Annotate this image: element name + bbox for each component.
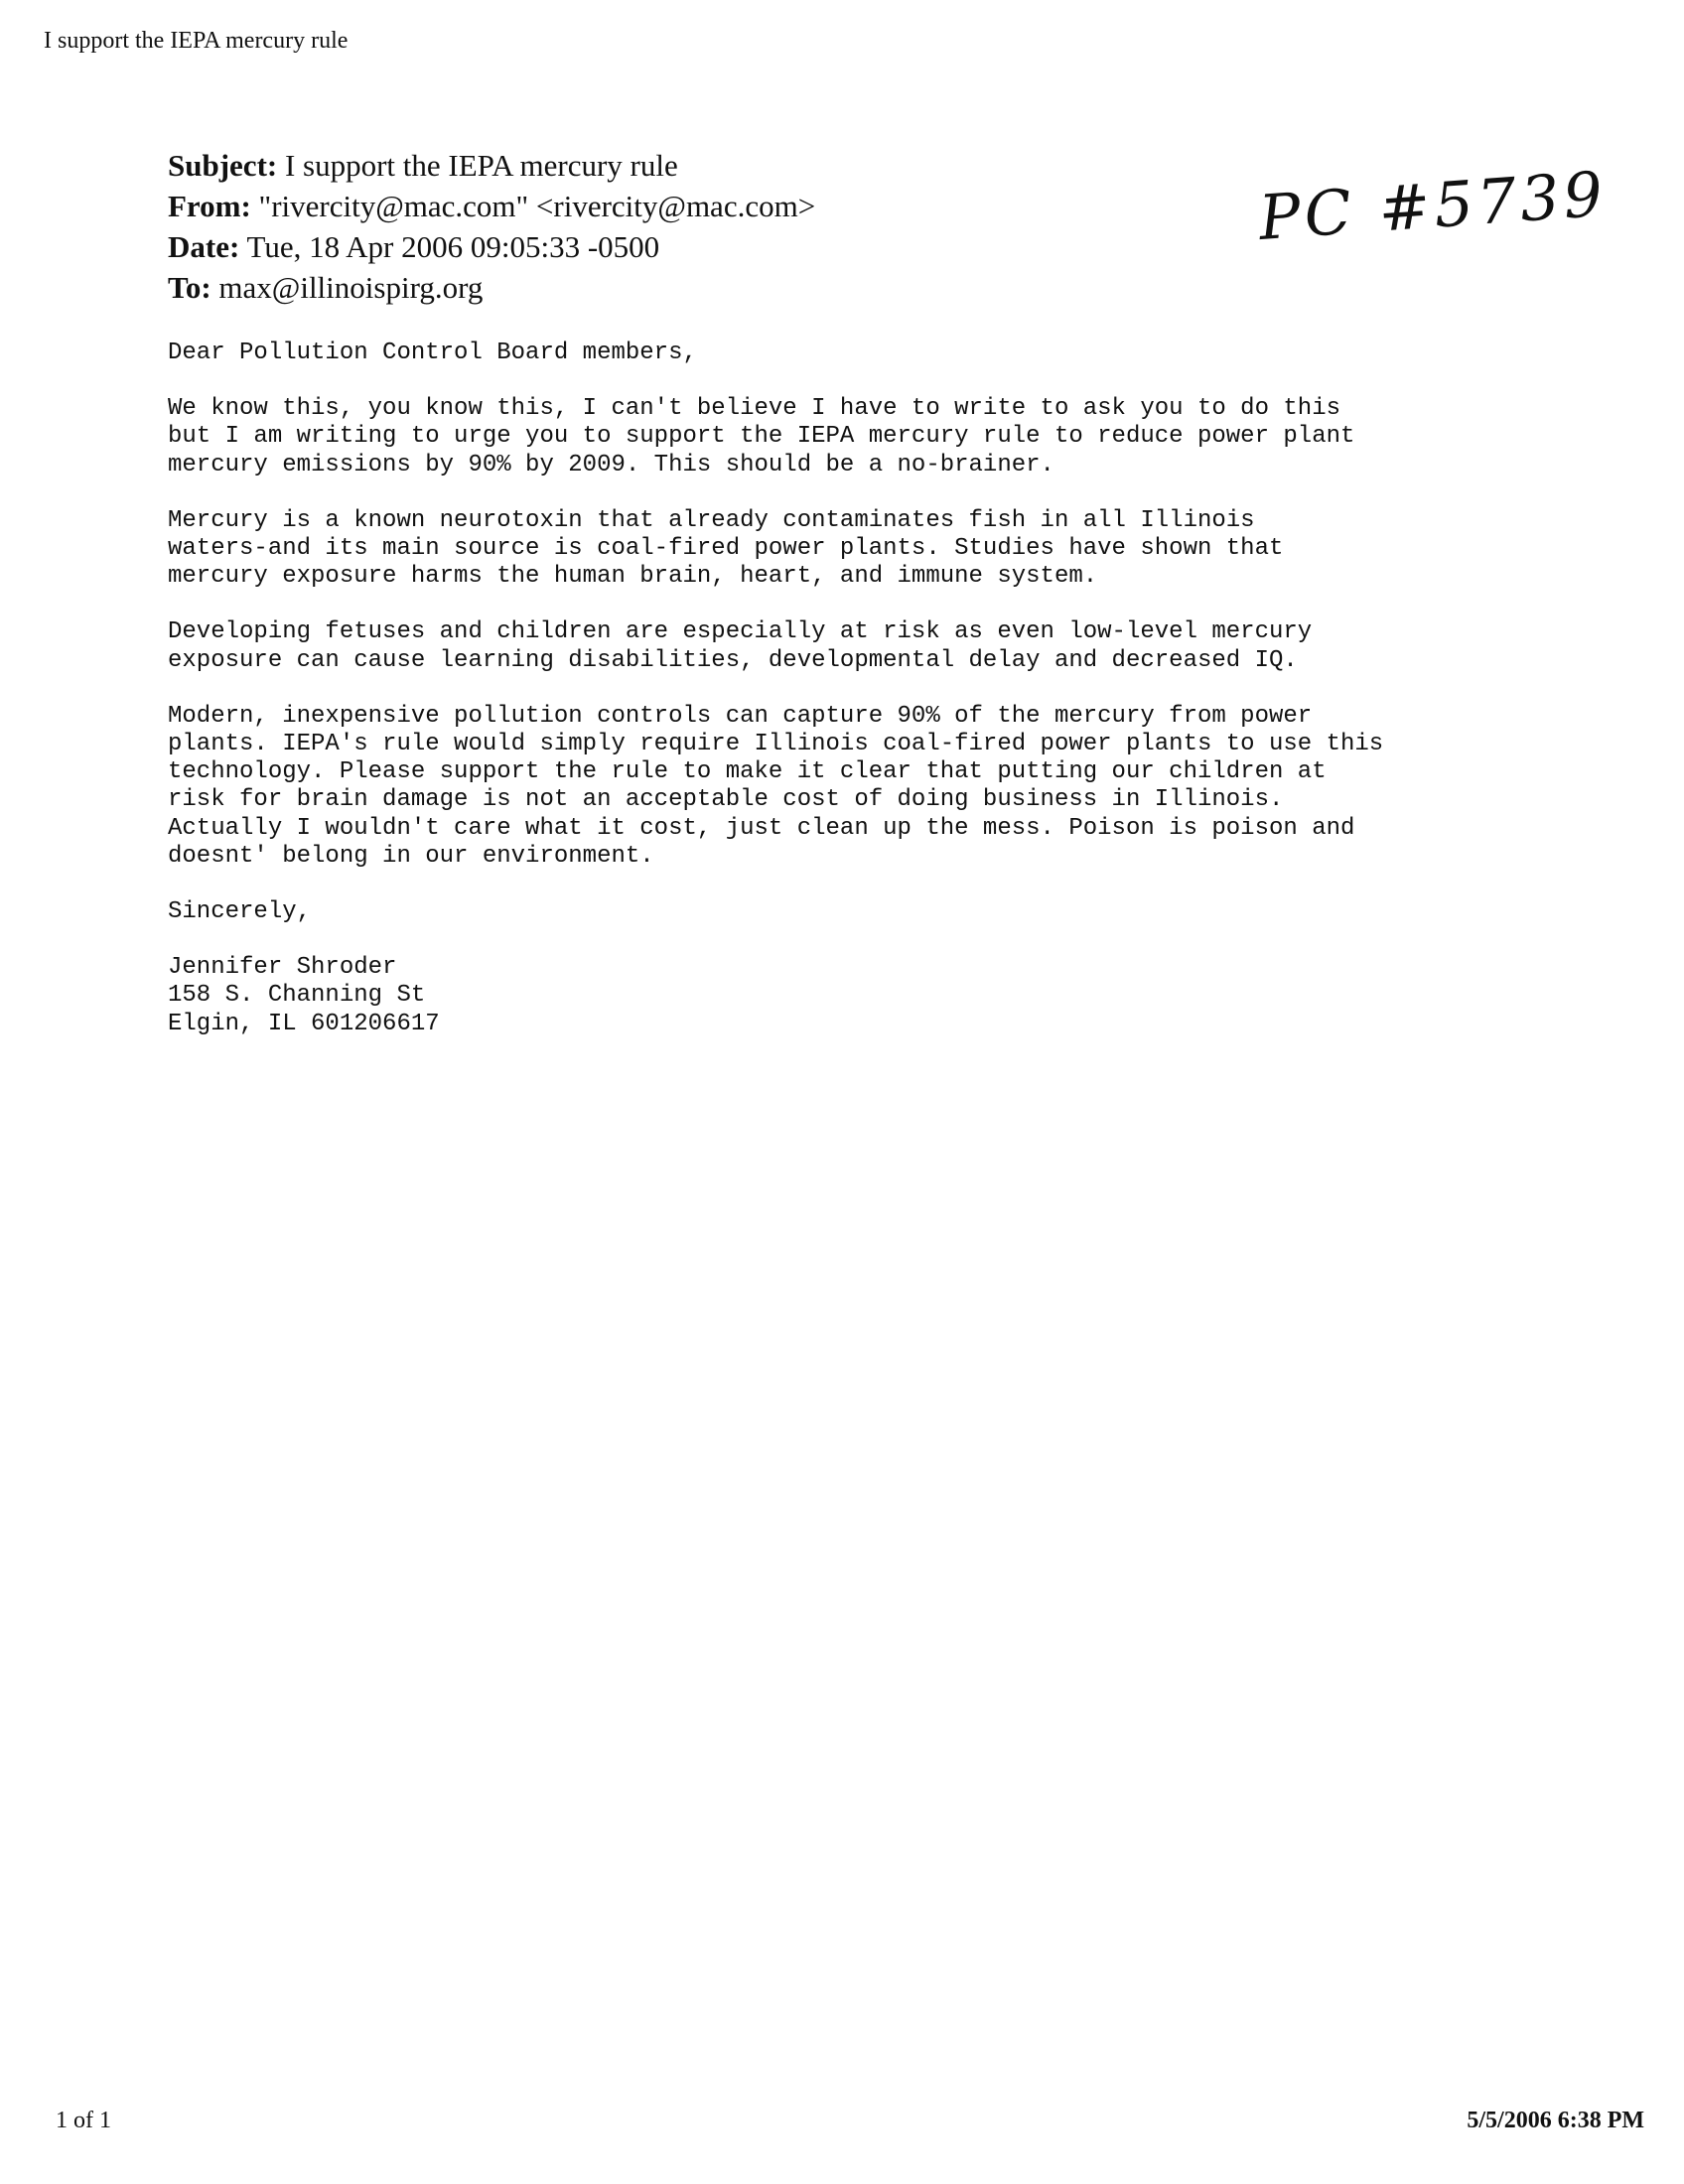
body-line: We know this, you know this, I can't believe I have to write to ask you to do this: [168, 395, 1340, 423]
body-line: Mercury is a known neurotoxin that already contaminates fish in all Illinois: [168, 506, 1255, 534]
body-paragraph: [168, 703, 1578, 871]
body-line: mercury emissions by 90% by 2009. This should be a no-brainer.: [168, 451, 1054, 478]
date-value: Tue, 18 Apr 2006 09:05:33 -0500: [246, 229, 660, 264]
body-line: but I am writing to urge you to support the IEPA mercury rule to reduce power plant: [168, 423, 1355, 451]
signature-city: Elgin, IL 601206617: [168, 1010, 440, 1037]
signature-street: 158 S. Channing St: [168, 982, 426, 1010]
subject-value: I support the IEPA mercury rule: [284, 148, 678, 183]
from-row: [168, 186, 815, 226]
body-line: Actually I wouldn't care what it cost, just clean up the mess. Poison is poison and: [168, 814, 1355, 842]
body-line: exposure can cause learning disabilities, developmental delay and decreased IQ.: [168, 646, 1298, 674]
body-paragraph: [168, 618, 1578, 674]
to-label: To:: [168, 270, 211, 305]
handwritten-document-number: PC #5739: [1256, 157, 1610, 254]
body-line: doesnt' belong in our environment.: [168, 842, 654, 870]
body-line: plants. IEPA's rule would simply require Illinois coal-fired power plants to use this: [168, 731, 1384, 758]
date-label: Date:: [168, 229, 240, 264]
page-header-title: I support the IEPA mercury rule: [44, 28, 349, 54]
body-paragraph: [168, 507, 1578, 592]
body-line: risk for brain damage is not an acceptable cost of doing business in Illinois.: [168, 786, 1284, 814]
to-row: [168, 267, 815, 308]
page-number: 1 of 1: [56, 2108, 111, 2133]
email-headers: [168, 145, 815, 308]
body-line: technology. Please support the rule to make it clear that putting our children at: [168, 758, 1327, 786]
print-timestamp: 5/5/2006 6:38 PM: [1467, 2108, 1644, 2133]
to-value: max@illinoispirg.org: [218, 270, 484, 305]
body-line: Developing fetuses and children are especially at risk as even low-level mercury: [168, 618, 1313, 646]
body-line: mercury exposure harms the human brain, heart, and immune system.: [168, 563, 1098, 591]
subject-label: Subject:: [168, 148, 278, 183]
signature-block: [168, 954, 1578, 1038]
date-row: [168, 226, 815, 267]
body-line: waters-and its main source is coal-fired power plants. Studies have shown that: [168, 535, 1284, 563]
body-paragraph: [168, 395, 1578, 479]
from-label: From:: [168, 189, 251, 223]
greeting: Dear Pollution Control Board members,: [168, 340, 697, 366]
closing: Sincerely,: [168, 898, 312, 926]
subject-row: [168, 145, 815, 186]
body-line: Modern, inexpensive pollution controls can capture 90% of the mercury from power: [168, 702, 1313, 730]
signature-name: Jennifer Shroder: [168, 954, 397, 982]
from-value: "rivercity@mac.com" <rivercity@mac.com>: [258, 189, 816, 223]
email-body: [168, 340, 1578, 1038]
